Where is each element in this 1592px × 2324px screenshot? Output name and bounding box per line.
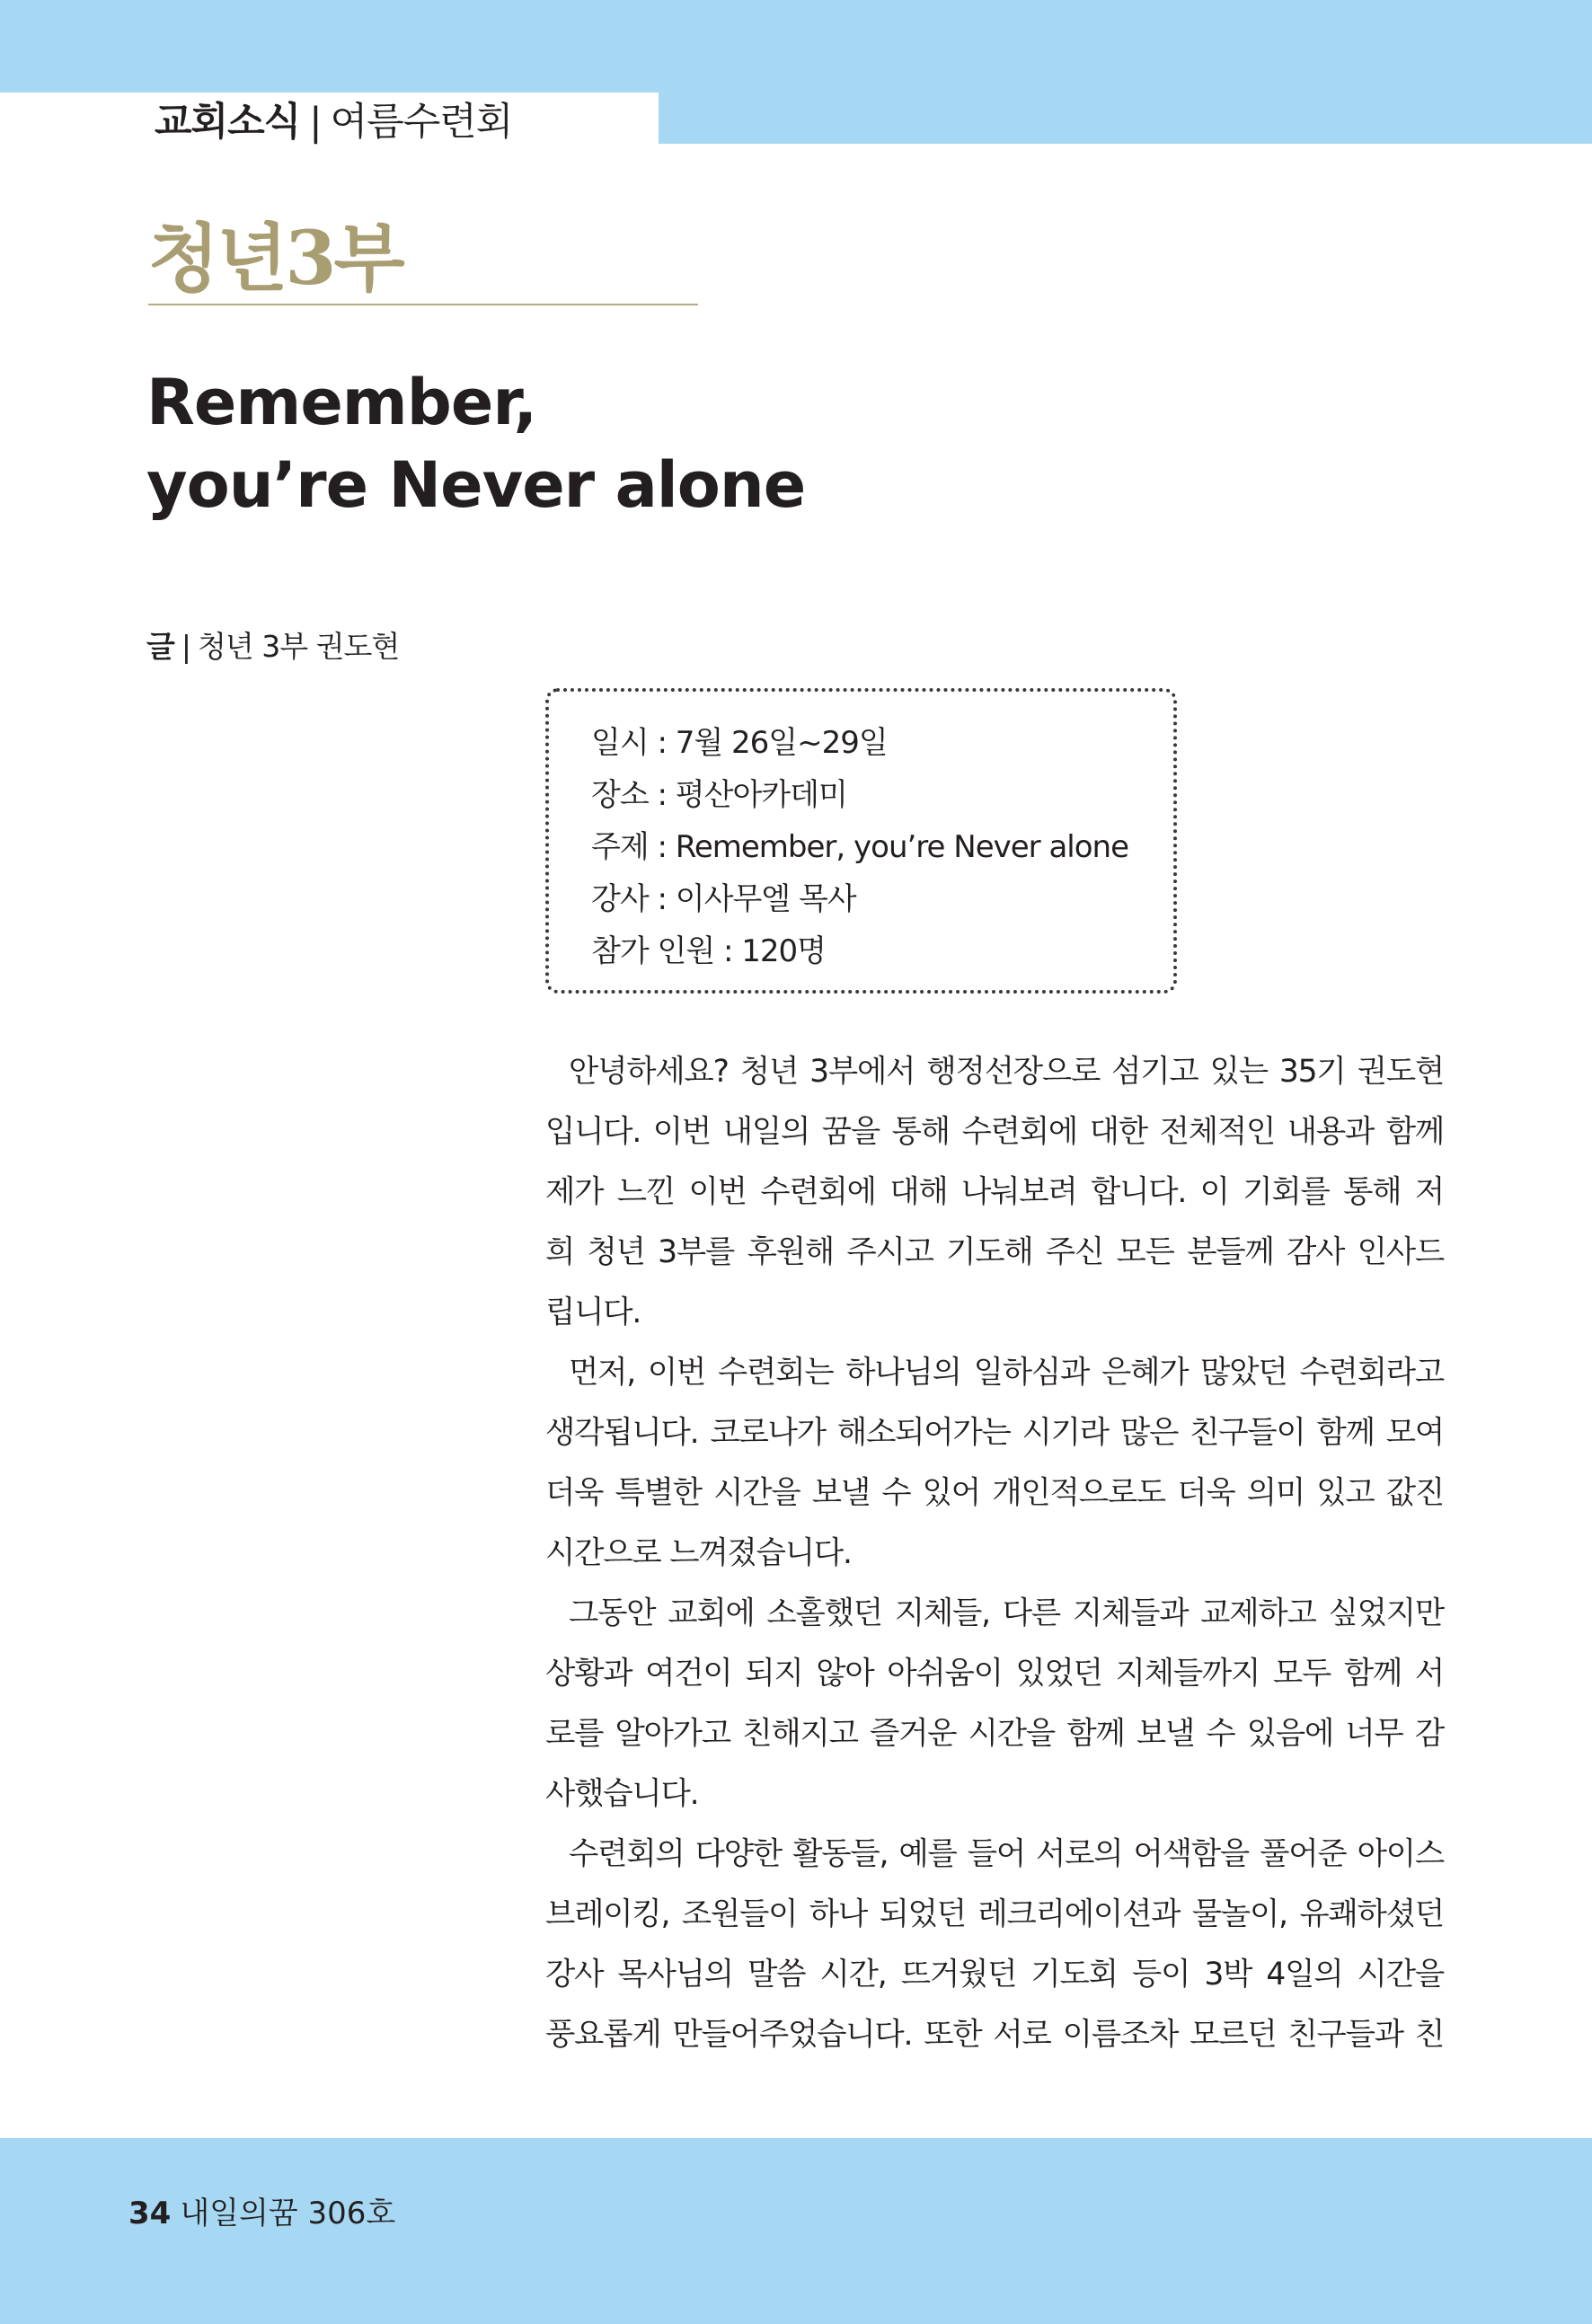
info-date: 일시 : 7월 26일~29일 bbox=[591, 725, 888, 761]
article-title bbox=[146, 361, 805, 526]
body-line: 먼저, 이번 수련회는 하나님의 일하심과 은혜가 많았던 수련회라고 bbox=[569, 1355, 1444, 1391]
info-place: 장소 : 평산아카데미 bbox=[591, 777, 847, 813]
body-line: 립니다. bbox=[545, 1295, 641, 1330]
body-line: 제가 느낀 이번 수련회에 대해 나눠보려 합니다. 이 기회를 통해 저 bbox=[545, 1174, 1444, 1210]
section-category: 교회소식 bbox=[155, 100, 301, 145]
body-line: 풍요롭게 만들어주었습니다. 또한 서로 이름조차 모르던 친구들과 친 bbox=[545, 2017, 1444, 2053]
body-line: 희 청년 3부를 후원해 주시고 기도해 주신 모든 분들께 감사 인사드 bbox=[545, 1234, 1444, 1270]
byline bbox=[146, 627, 399, 667]
section-subcategory: 여름수련회 bbox=[330, 100, 513, 145]
body-line: 시간으로 느껴졌습니다. bbox=[545, 1535, 852, 1571]
body-line: 수련회의 다양한 활동들, 예를 들어 서로의 어색함을 풀어준 아이스 bbox=[569, 1836, 1444, 1872]
byline-author: 청년 3부 권도현 bbox=[198, 629, 400, 664]
byline-separator: | bbox=[181, 629, 191, 664]
body-line: 입니다. 이번 내일의 꿈을 통해 수련회에 대한 전체적인 내용과 함께 bbox=[545, 1114, 1444, 1150]
info-attendance: 참가 인원 : 120명 bbox=[591, 933, 826, 969]
article-title-line-1: Remember, bbox=[146, 366, 537, 439]
info-theme: 주제 : Remember, you’re Never alone bbox=[591, 829, 1128, 865]
info-speaker: 강사 : 이사무엘 목사 bbox=[591, 881, 856, 917]
body-line: 사했습니다. bbox=[545, 1776, 699, 1812]
body-line: 로를 알아가고 친해지고 즐거운 시간을 함께 보낼 수 있음에 너무 감 bbox=[545, 1716, 1444, 1752]
body-line: 상황과 여건이 되지 않아 아쉬움이 있었던 지체들까지 모두 함께 서 bbox=[545, 1656, 1444, 1692]
article-title-line-2: you’re Never alone bbox=[146, 448, 806, 522]
department-title: 청년3부 bbox=[148, 216, 402, 302]
body-line: 생각됩니다. 코로나가 해소되어가는 시기라 많은 친구들이 함께 모여 bbox=[545, 1415, 1444, 1451]
byline-label: 글 bbox=[146, 629, 174, 664]
section-label bbox=[155, 101, 512, 144]
article-body bbox=[545, 1042, 1444, 2065]
publication-name: 내일의꿈 306호 bbox=[180, 2196, 396, 2231]
event-info-box bbox=[545, 688, 1177, 994]
body-line: 브레이킹, 조원들이 하나 되었던 레크리에이션과 물놀이, 유쾌하셨던 bbox=[545, 1896, 1444, 1932]
page-footer bbox=[128, 2194, 395, 2233]
title-divider bbox=[148, 304, 698, 305]
page-number: 34 bbox=[128, 2196, 172, 2231]
body-line: 그동안 교회에 소홀했던 지체들, 다른 지체들과 교제하고 싶었지만 bbox=[569, 1595, 1444, 1631]
body-line: 강사 목사님의 말씀 시간, 뜨거웠던 기도회 등이 3박 4일의 시간을 bbox=[545, 1957, 1444, 1993]
body-line: 안녕하세요? 청년 3부에서 행정선장으로 섬기고 있는 35기 권도현 bbox=[569, 1054, 1444, 1090]
section-separator: | bbox=[309, 100, 322, 145]
body-line: 더욱 특별한 시간을 보낼 수 있어 개인적으로도 더욱 의미 있고 값진 bbox=[545, 1475, 1444, 1511]
